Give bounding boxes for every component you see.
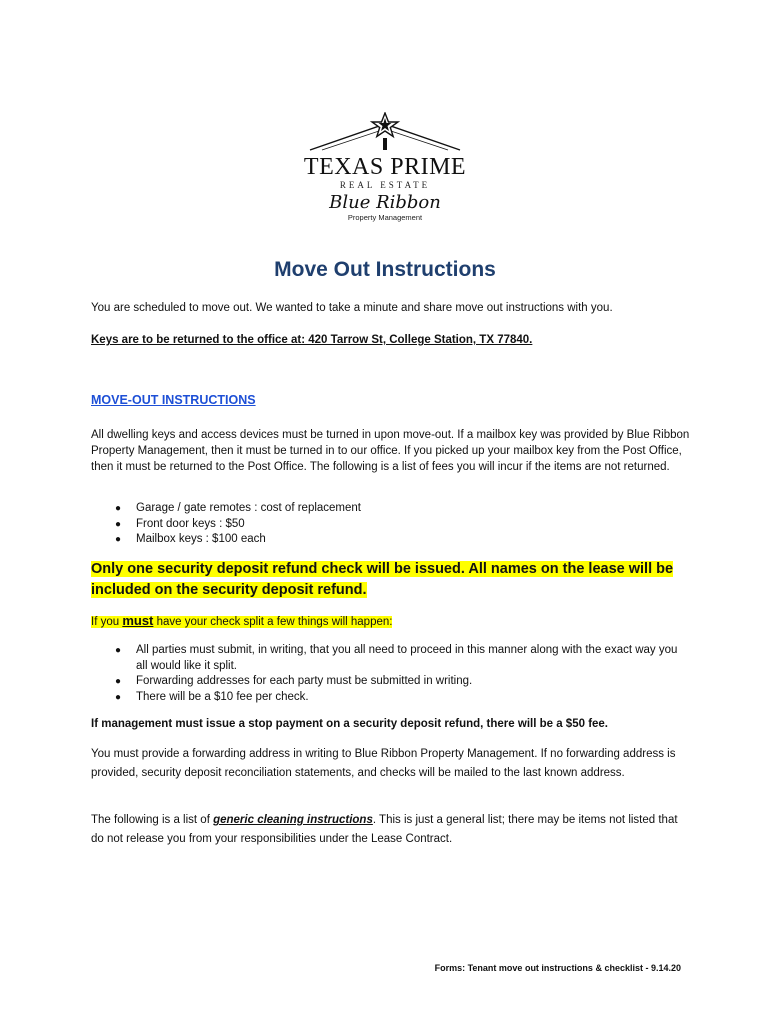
- company-logo: [300, 112, 470, 222]
- split-check-line: [91, 612, 392, 631]
- bullet-icon: ●: [115, 518, 122, 530]
- bullet-icon: ●: [115, 534, 122, 545]
- list-item: ● There will be a $10 fee per check.: [91, 690, 691, 706]
- refund-notice: [91, 559, 691, 601]
- list-item: ● Garage / gate remotes : cost of replacement: [91, 501, 691, 517]
- list-item: ● Mailbox keys : $100 each: [91, 532, 691, 548]
- must-emphasis: must: [122, 613, 154, 628]
- forwarding-paragraph: You must provide a forwarding address in writing to Blue Ribbon Property Management. If no forwarding address is provided, security deposit reconciliation statements, and checks will be mailed to the last known address.: [91, 748, 676, 779]
- logo-script-text: Blue Ribbon: [329, 192, 441, 213]
- star-emblem-icon: [300, 112, 470, 157]
- split-prefix: If you: [91, 616, 123, 628]
- keys-return-address: Keys are to be returned to the office at: 420 Tarrow St, College Station, TX 77840.: [91, 334, 533, 346]
- keys-paragraph: All dwelling keys and access devices must be turned in upon move-out. If a mailbox key was provided by Blue Ribbon Property Management, then it must be turned in to our office. If you picked up your mailbox key from the Post Office, then it must be returned to the Post Office. The following is a list of fees you will incur if the items are not returned.: [91, 429, 690, 473]
- page-footer: Forms: Tenant move out instructions & checklist - 9.14.20: [434, 963, 681, 973]
- logo-sub-text: REAL ESTATE: [339, 180, 431, 190]
- refund-notice-text: Only one security deposit refund check will be issued. All names on the lease will be included on the security deposit refund.: [91, 561, 674, 598]
- split-suffix: have your check split a few things will happen:: [153, 616, 393, 628]
- bullet-icon: ●: [115, 691, 122, 703]
- page-title: Move Out Instructions: [274, 258, 496, 281]
- stop-payment-notice: If management must issue a stop payment on a security deposit refund, there will be a $50 fee.: [91, 718, 609, 730]
- cleaning-paragraph: The following is a list of generic cleaning instructions. This is just a general list; there may be items not listed that do not release you from your responsibilities under the Lease Contract.: [91, 814, 678, 845]
- list-item: ● All parties must submit, in writing, that you all need to proceed in this manner along with the exact way you all would like it split.: [115, 644, 678, 672]
- generic-cleaning-link[interactable]: generic cleaning instructions: [213, 814, 373, 826]
- list-item: ● Forwarding addresses for each party must be submitted in writing.: [91, 674, 691, 690]
- logo-main-text: TEXAS PRIME: [303, 154, 467, 180]
- logo-tagline: Property Management: [347, 213, 423, 222]
- move-out-instructions-heading[interactable]: MOVE-OUT INSTRUCTIONS: [91, 393, 256, 407]
- bullet-icon: ●: [115, 503, 122, 514]
- bullet-icon: ●: [115, 676, 122, 687]
- fees-list: [91, 501, 691, 548]
- split-list: [91, 643, 691, 705]
- intro-paragraph: You are scheduled to move out. We wanted to take a minute and share move out instructions with you.: [91, 302, 613, 314]
- list-item: ● Front door keys : $50: [91, 517, 691, 533]
- bullet-icon: ●: [115, 645, 122, 656]
